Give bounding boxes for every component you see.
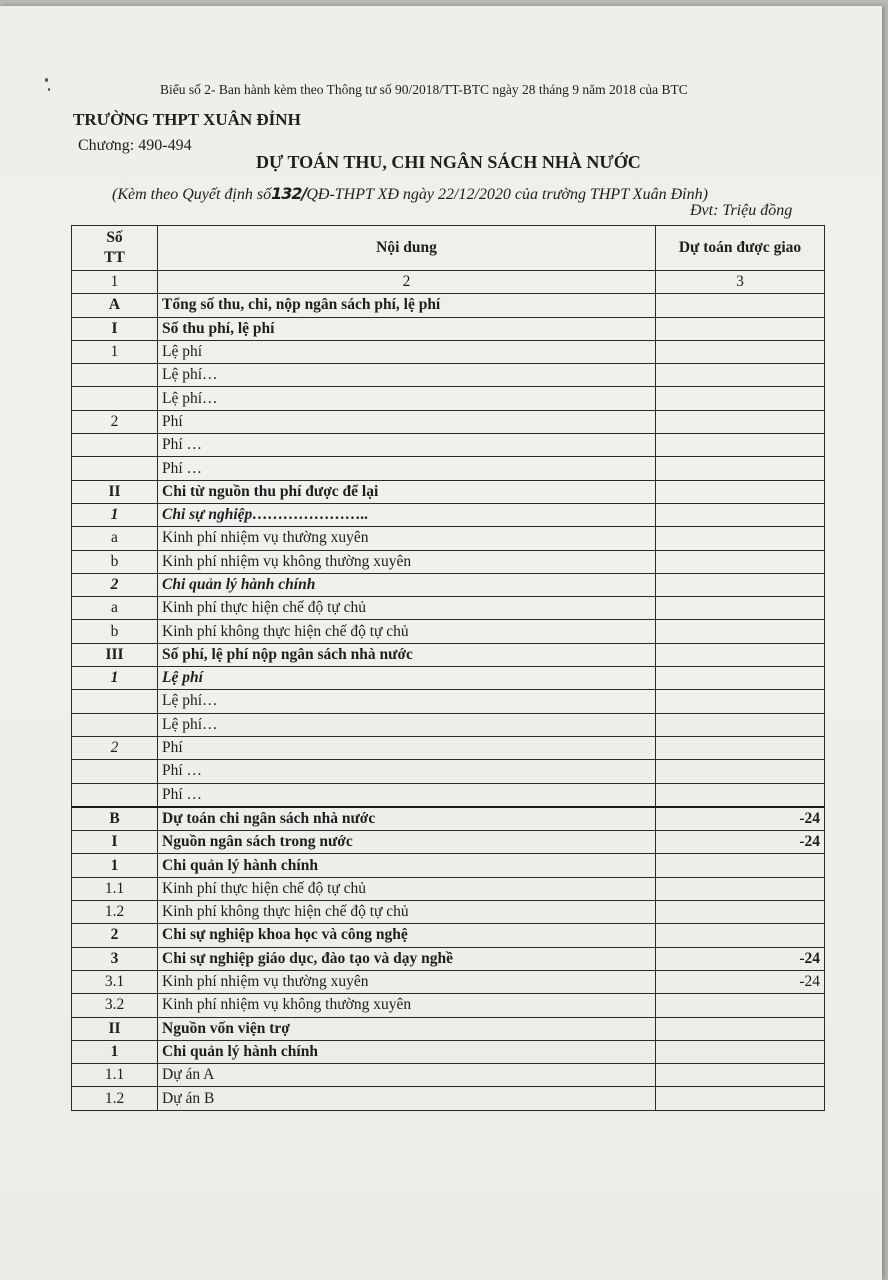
school-name: TRƯỜNG THPT XUÂN ĐỈNH [73,110,301,129]
row-number-cell: a [72,527,158,550]
document-title: DỰ TOÁN THU, CHI NGÂN SÁCH NHÀ NƯỚC [256,152,641,172]
row-value-cell [656,924,825,947]
row-value-cell: -24 [656,970,825,993]
row-number-cell [72,457,158,480]
table-row [72,854,825,877]
row-number-cell: 2 [72,924,158,947]
row-number-cell: 1 [72,667,158,690]
row-content-cell: Kinh phí nhiệm vụ thường xuyên [158,527,656,550]
row-value-cell: -24 [656,947,825,970]
row-number-cell [72,690,158,713]
chapter-code: Chương: 490-494 [78,137,192,154]
row-content-cell: Phí … [158,760,656,783]
row-value-cell [656,550,825,573]
row-content-cell: Lệ phí… [158,364,656,387]
row-number-cell: b [72,550,158,573]
table-row [72,410,825,433]
row-content-cell: Số phí, lệ phí nộp ngân sách nhà nước [158,643,656,666]
column-index-row [72,271,825,294]
row-value-cell: -24 [656,807,825,831]
row-content-cell: Dự toán chi ngân sách nhà nước [158,807,656,831]
table-row [72,340,825,363]
row-value-cell: -24 [656,831,825,854]
row-number-cell: A [72,294,158,317]
row-number-cell: 1 [72,503,158,526]
handwritten-decision-number: 132/ [271,184,307,203]
table-row [72,597,825,620]
row-number-cell: 1.2 [72,901,158,924]
row-value-cell [656,317,825,340]
row-value-cell [656,690,825,713]
table-row [72,1017,825,1040]
row-value-cell [656,294,825,317]
row-value-cell [656,340,825,363]
row-number-cell [72,760,158,783]
row-content-cell: Tổng số thu, chi, nộp ngân sách phí, lệ phí [158,294,656,317]
table-row [72,831,825,854]
row-content-cell: Kinh phí nhiệm vụ không thường xuyên [158,994,656,1017]
table-row [72,901,825,924]
table-row [72,317,825,340]
row-content-cell: Kinh phí thực hiện chế độ tự chủ [158,877,656,900]
row-number-cell: III [72,643,158,666]
table-row [72,667,825,690]
row-value-cell [656,760,825,783]
row-content-cell: Chi quản lý hành chính [158,573,656,596]
table-row [72,807,825,831]
row-value-cell [656,434,825,457]
row-number-cell: 1.1 [72,877,158,900]
table-row [72,643,825,666]
row-value-cell [656,783,825,807]
table-row [72,573,825,596]
row-number-cell: I [72,317,158,340]
row-value-cell [656,854,825,877]
table-row [72,503,825,526]
row-content-cell: Kinh phí không thực hiện chế độ tự chủ [158,901,656,924]
table-row [72,760,825,783]
row-number-cell: a [72,597,158,620]
row-content-cell: Phí … [158,457,656,480]
row-content-cell: Kinh phí không thực hiện chế độ tự chủ [158,620,656,643]
table-row [72,550,825,573]
row-content-cell: Phí [158,736,656,759]
table-row [72,783,825,807]
row-number-cell: I [72,831,158,854]
row-content-cell: Chi quản lý hành chính [158,1040,656,1063]
table-row [72,924,825,947]
row-content-cell: Dự án B [158,1087,656,1110]
row-value-cell [656,1064,825,1087]
row-value-cell [656,364,825,387]
row-number-cell: 1.1 [72,1064,158,1087]
table-row [72,947,825,970]
unit-label: Đvt: Triệu đồng [690,202,793,219]
table-row [72,970,825,993]
row-number-cell: B [72,807,158,831]
row-content-cell: Chi sự nghiệp giáo dục, đào tạo và dạy nghề [158,947,656,970]
row-value-cell [656,736,825,759]
row-number-cell: 1 [72,1040,158,1063]
index-cell: 1 [72,271,158,294]
row-number-cell [72,434,158,457]
row-number-cell: 3.2 [72,994,158,1017]
header-content: Nội dung [158,226,656,271]
row-content-cell: Chi sự nghiệp………………….. [158,503,656,526]
row-number-cell: 2 [72,573,158,596]
table-row [72,690,825,713]
budget-table [71,225,825,1111]
table-row [72,434,825,457]
row-value-cell [656,877,825,900]
row-content-cell: Nguồn ngân sách trong nước [158,831,656,854]
row-value-cell [656,480,825,503]
header-budget: Dự toán được giao [656,226,825,271]
row-content-cell: Kinh phí nhiệm vụ thường xuyên [158,970,656,993]
row-content-cell: Kinh phí thực hiện chế độ tự chủ [158,597,656,620]
table-row [72,457,825,480]
row-number-cell: II [72,480,158,503]
header-stt-line2: TT [104,249,125,266]
row-content-cell: Số thu phí, lệ phí [158,317,656,340]
table-row [72,736,825,759]
subtitle-suffix: QĐ-THPT XĐ ngày 22/12/2020 của trường THPT Xuân Đỉnh) [306,186,708,203]
table-row [72,527,825,550]
table-row [72,994,825,1017]
row-value-cell [656,387,825,410]
row-number-cell: 3.1 [72,970,158,993]
document-subtitle [112,184,708,204]
row-value-cell [656,994,825,1017]
header-stt-line1: Số [106,229,123,246]
row-content-cell: Kinh phí nhiệm vụ không thường xuyên [158,550,656,573]
row-content-cell: Lệ phí… [158,387,656,410]
row-number-cell [72,783,158,807]
row-value-cell [656,1040,825,1063]
table-row [72,1040,825,1063]
table-row [72,364,825,387]
table-row [72,480,825,503]
row-value-cell [656,410,825,433]
row-value-cell [656,597,825,620]
header-stt [72,226,158,271]
row-value-cell [656,643,825,666]
row-number-cell: II [72,1017,158,1040]
table-row [72,1087,825,1110]
row-value-cell [656,457,825,480]
row-content-cell: Nguồn vốn viện trợ [158,1017,656,1040]
row-value-cell [656,527,825,550]
table-row [72,877,825,900]
paper-speck [48,88,50,91]
subtitle-prefix: (Kèm theo Quyết định số [112,186,272,203]
table-row [72,1064,825,1087]
table-row [72,713,825,736]
row-content-cell: Phí … [158,434,656,457]
table-header-row [72,226,825,271]
row-value-cell [656,573,825,596]
row-number-cell: 2 [72,736,158,759]
row-number-cell [72,713,158,736]
row-value-cell [656,667,825,690]
row-number-cell: 1 [72,854,158,877]
row-number-cell [72,387,158,410]
row-content-cell: Chi từ nguồn thu phí được để lại [158,480,656,503]
row-content-cell: Lệ phí… [158,713,656,736]
legal-basis-note: Biểu số 2- Ban hành kèm theo Thông tư số 90/2018/TT-BTC ngày 28 tháng 9 năm 2018 của BTC [160,82,688,97]
row-content-cell: Lệ phí… [158,690,656,713]
row-number-cell: b [72,620,158,643]
table-row [72,620,825,643]
row-content-cell: Chi quản lý hành chính [158,854,656,877]
index-cell: 3 [656,271,825,294]
row-value-cell [656,620,825,643]
row-value-cell [656,901,825,924]
table-row [72,294,825,317]
row-content-cell: Phí … [158,783,656,807]
row-number-cell: 1.2 [72,1087,158,1110]
row-content-cell: Chi sự nghiệp khoa học và công nghệ [158,924,656,947]
paper-speck [45,78,48,82]
row-content-cell: Phí [158,410,656,433]
row-number-cell: 2 [72,410,158,433]
row-number-cell: 3 [72,947,158,970]
row-value-cell [656,713,825,736]
index-cell: 2 [158,271,656,294]
table-row [72,387,825,410]
row-content-cell: Lệ phí [158,340,656,363]
row-number-cell: 1 [72,340,158,363]
row-value-cell [656,503,825,526]
row-value-cell [656,1087,825,1110]
row-value-cell [656,1017,825,1040]
row-number-cell [72,364,158,387]
row-content-cell: Lệ phí [158,667,656,690]
row-content-cell: Dự án A [158,1064,656,1087]
